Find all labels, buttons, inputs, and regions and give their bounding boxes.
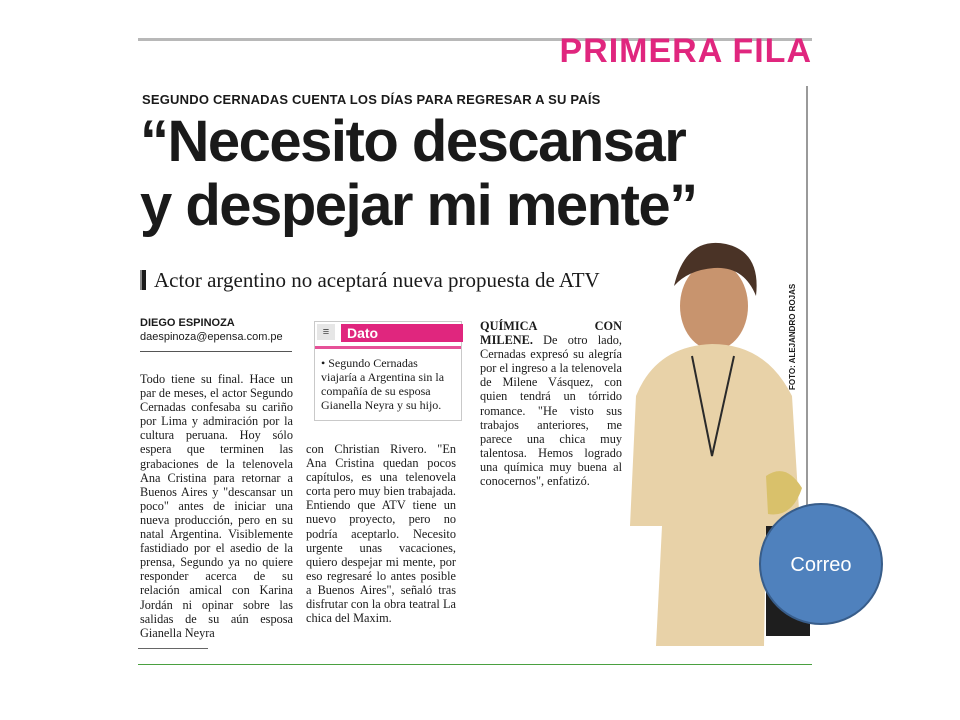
body-column-1 [140,372,293,640]
headline-line-1: “Necesito descansar [140,109,686,174]
bottom-rule-short [138,648,208,649]
article-kicker: SEGUNDO CERNADAS CUENTA LOS DÍAS PARA REGRESAR A SU PAÍS [142,92,601,107]
list-icon: ≡ [317,324,335,340]
dato-label: Dato [341,324,463,342]
byline-rule [140,351,292,352]
column-3-paragraph [480,319,622,488]
column-3-text: De otro lado, Cernadas expresó su alegría por el ingreso a la telenovela de Milene Vásquez, con quien tendrá un tórrido romance. "He visto sus trabajos anteriores, me parece una chica muy talentosa. Hemos logrado una química muy buena al conocernos", enfatizó. [480,333,622,489]
dato-box [314,321,462,421]
body-column-3 [480,319,622,488]
newspaper-page [138,30,812,670]
subhead-text: Actor argentino no aceptará nueva propuesta de ATV [154,268,600,292]
dato-bar [315,346,461,349]
bottom-rule [138,664,812,665]
headline-line-2: y despejar mi mente” [140,173,697,238]
subhead-bar [140,270,146,290]
column-1-text: Todo tiene su final. Hace un par de meses, el actor Segundo Cernadas confesaba su cariño por Lima y admiración por la cultura peruana. Hoy sólo espera que terminen las grabaciones de la telenovela Ana Cristina para retornar a Buenos Aires y "descansar un poco" antes de iniciar una nueva producción, pero en su natal Argentina. Visiblemente fastidiado por el asedio de la prensa, Segundo ya no quiere responder acerca de su relación amical con Karina Jordán ni opinar sobre las salidas de su aún esposa Gianella Neyra [140,372,293,640]
body-column-2 [306,442,456,625]
column-3-heading: QUÍMICA CON MILENE. [480,319,622,348]
byline-name: DIEGO ESPINOZA [140,317,235,329]
column-2-text: con Christian Rivero. "En Ana Cristina quedan pocos capítulos, es una telenovela corta pero muy bien trabajada. Entiendo que ATV tiene un nuevo proyecto, pero no podría aceptarlo. Necesito urgente unas vacaciones, quiero despejar mi mente, por eso regresaré lo antes posible a Buenos Aires", señaló tras disfrutar con la obra teatral La chica del Maxim. [306,442,456,626]
article-headline [140,110,800,238]
dato-text: • Segundo Cernadas viajaría a Argentina sin la compañía de su esposa Gianella Neyra y su hijo. [321,356,445,412]
correo-badge: Correo [759,503,883,625]
article-subhead [140,268,600,293]
photo-credit: FOTO: ALEJANDRO ROJAS [788,283,797,390]
byline-email: daespinoza@epensa.com.pe [140,331,283,343]
section-title: PRIMERA FILA [559,32,812,70]
